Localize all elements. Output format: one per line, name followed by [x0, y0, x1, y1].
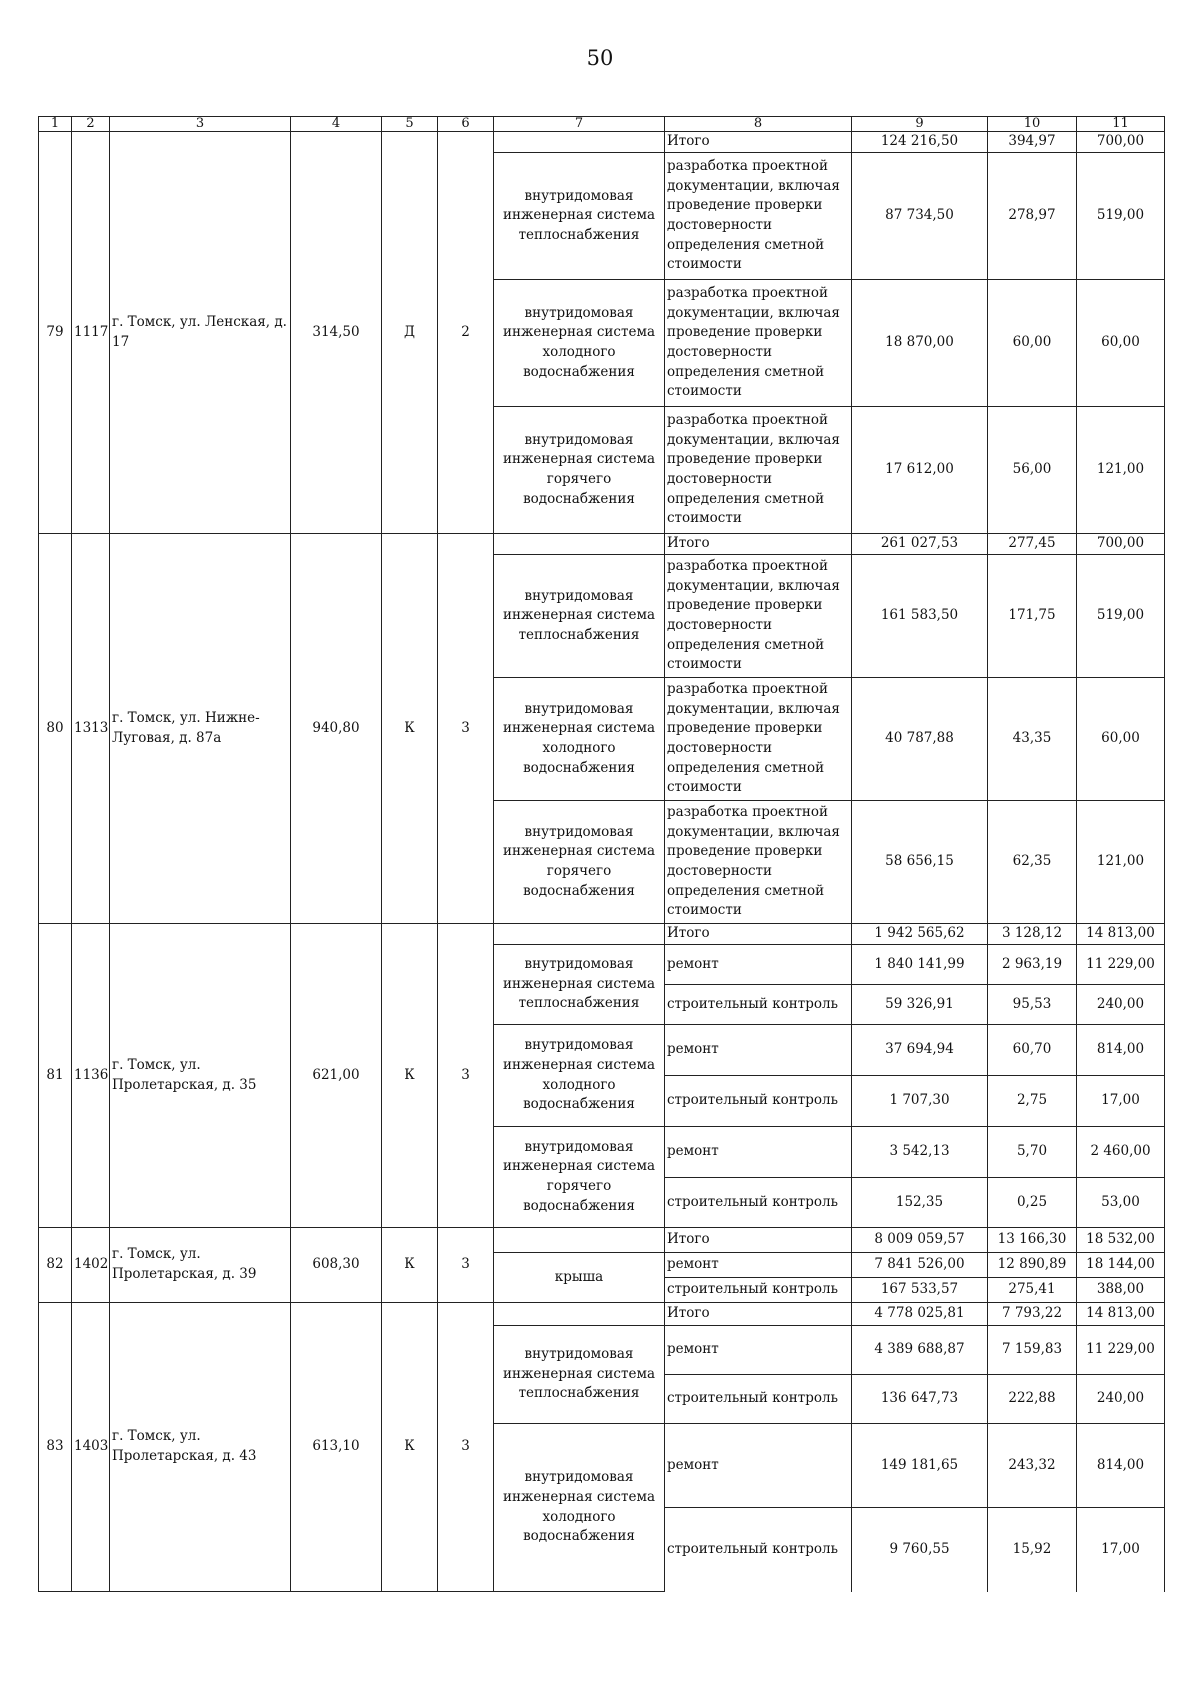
page-number: 50	[586, 46, 614, 70]
work-v9: 87 734,50	[852, 153, 988, 280]
work-v10: 12 890,89	[988, 1253, 1077, 1278]
column-header: 11	[1077, 117, 1165, 132]
work-v9: 161 583,50	[852, 555, 988, 678]
work-v11: 17,00	[1077, 1076, 1165, 1127]
column-header: 8	[665, 117, 852, 132]
total-v9: 261 027,53	[852, 534, 988, 555]
work-name: разработка проектной документации, включая проведение проверки достоверности определения сметной стоимости	[665, 153, 852, 280]
row-number: 81	[39, 924, 72, 1228]
work-v9: 40 787,88	[852, 678, 988, 801]
column-header: 10	[988, 117, 1077, 132]
work-v9: 59 326,91	[852, 985, 988, 1025]
work-name: разработка проектной документации, включая проведение проверки достоверности определения сметной стоимости	[665, 407, 852, 534]
system-name: крыша	[494, 1253, 665, 1303]
house-code: 1403	[72, 1303, 110, 1592]
total-v9: 124 216,50	[852, 132, 988, 153]
column-header: 5	[382, 117, 438, 132]
total-v9: 4 778 025,81	[852, 1303, 988, 1326]
total-v10: 277,45	[988, 534, 1077, 555]
total-system-cell	[494, 1228, 665, 1253]
table-row	[39, 534, 1165, 555]
table-row	[39, 1303, 1165, 1326]
system-name: внутридомовая инженерная система холодного водоснабжения	[494, 1025, 665, 1127]
work-v11: 11 229,00	[1077, 1326, 1165, 1375]
work-name: ремонт	[665, 945, 852, 985]
row-number: 79	[39, 132, 72, 534]
work-v10: 43,35	[988, 678, 1077, 801]
system-name: внутридомовая инженерная система холодного водоснабжения	[494, 280, 665, 407]
work-name: строительный контроль	[665, 1076, 852, 1127]
work-v10: 60,70	[988, 1025, 1077, 1076]
table-row	[39, 924, 1165, 945]
house-code: 1136	[72, 924, 110, 1228]
column-number-header-row	[39, 117, 1165, 132]
work-v9: 17 612,00	[852, 407, 988, 534]
row-number: 83	[39, 1303, 72, 1592]
house-type: Д	[382, 132, 438, 534]
work-v10: 60,00	[988, 280, 1077, 407]
total-system-cell	[494, 1303, 665, 1326]
work-v11: 17,00	[1077, 1508, 1165, 1592]
work-v11: 18 144,00	[1077, 1253, 1165, 1278]
house-area: 613,10	[291, 1303, 382, 1592]
work-v11: 53,00	[1077, 1178, 1165, 1228]
work-v11: 240,00	[1077, 1375, 1165, 1424]
work-v10: 2 963,19	[988, 945, 1077, 985]
system-name: внутридомовая инженерная система горячего водоснабжения	[494, 801, 665, 924]
house-address: г. Томск, ул. Пролетарская, д. 39	[110, 1228, 291, 1303]
column-header: 3	[110, 117, 291, 132]
work-name: строительный контроль	[665, 1178, 852, 1228]
work-v11: 519,00	[1077, 153, 1165, 280]
table-row	[39, 1228, 1165, 1253]
total-v9: 1 942 565,62	[852, 924, 988, 945]
row-number: 82	[39, 1228, 72, 1303]
work-v9: 58 656,15	[852, 801, 988, 924]
work-v9: 167 533,57	[852, 1278, 988, 1303]
house-code: 1313	[72, 534, 110, 924]
work-v9: 9 760,55	[852, 1508, 988, 1592]
total-v10: 3 128,12	[988, 924, 1077, 945]
column-header: 9	[852, 117, 988, 132]
work-name: ремонт	[665, 1424, 852, 1508]
system-name: внутридомовая инженерная система теплоснабжения	[494, 945, 665, 1025]
total-system-cell	[494, 924, 665, 945]
total-v10: 7 793,22	[988, 1303, 1077, 1326]
house-type: К	[382, 534, 438, 924]
work-name: строительный контроль	[665, 985, 852, 1025]
work-name: разработка проектной документации, включая проведение проверки достоверности определения сметной стоимости	[665, 280, 852, 407]
work-v9: 136 647,73	[852, 1375, 988, 1424]
system-name: внутридомовая инженерная система горячего водоснабжения	[494, 1127, 665, 1228]
total-v11: 700,00	[1077, 132, 1165, 153]
work-v11: 11 229,00	[1077, 945, 1165, 985]
work-v11: 814,00	[1077, 1025, 1165, 1076]
work-v10: 7 159,83	[988, 1326, 1077, 1375]
house-type: К	[382, 1228, 438, 1303]
work-name: ремонт	[665, 1253, 852, 1278]
house-address: г. Томск, ул. Ленская, д. 17	[110, 132, 291, 534]
table-row	[39, 132, 1165, 153]
work-v10: 95,53	[988, 985, 1077, 1025]
work-v9: 7 841 526,00	[852, 1253, 988, 1278]
total-v11: 14 813,00	[1077, 924, 1165, 945]
system-name: внутридомовая инженерная система холодного водоснабжения	[494, 1424, 665, 1592]
work-v10: 15,92	[988, 1508, 1077, 1592]
total-label: Итого	[665, 924, 852, 945]
house-type: К	[382, 924, 438, 1228]
column-header: 2	[72, 117, 110, 132]
total-label: Итого	[665, 1303, 852, 1326]
work-v10: 275,41	[988, 1278, 1077, 1303]
house-col6: 3	[438, 1228, 494, 1303]
work-v11: 2 460,00	[1077, 1127, 1165, 1178]
house-address: г. Томск, ул. Нижне-Луговая, д. 87а	[110, 534, 291, 924]
work-v10: 171,75	[988, 555, 1077, 678]
work-v9: 1 840 141,99	[852, 945, 988, 985]
work-v11: 814,00	[1077, 1424, 1165, 1508]
total-v10: 394,97	[988, 132, 1077, 153]
work-v10: 56,00	[988, 407, 1077, 534]
house-area: 608,30	[291, 1228, 382, 1303]
work-name: ремонт	[665, 1326, 852, 1375]
work-v10: 243,32	[988, 1424, 1077, 1508]
house-area: 940,80	[291, 534, 382, 924]
system-name: внутридомовая инженерная система холодного водоснабжения	[494, 678, 665, 801]
house-area: 314,50	[291, 132, 382, 534]
work-name: ремонт	[665, 1127, 852, 1178]
column-header: 6	[438, 117, 494, 132]
total-label: Итого	[665, 132, 852, 153]
total-label: Итого	[665, 534, 852, 555]
work-v9: 149 181,65	[852, 1424, 988, 1508]
house-address: г. Томск, ул. Пролетарская, д. 35	[110, 924, 291, 1228]
house-code: 1402	[72, 1228, 110, 1303]
work-v10: 62,35	[988, 801, 1077, 924]
work-v9: 4 389 688,87	[852, 1326, 988, 1375]
work-name: разработка проектной документации, включая проведение проверки достоверности определения сметной стоимости	[665, 801, 852, 924]
system-name: внутридомовая инженерная система горячего водоснабжения	[494, 407, 665, 534]
work-v11: 240,00	[1077, 985, 1165, 1025]
house-type: К	[382, 1303, 438, 1592]
total-v11: 14 813,00	[1077, 1303, 1165, 1326]
work-v11: 121,00	[1077, 801, 1165, 924]
column-header: 7	[494, 117, 665, 132]
work-v11: 60,00	[1077, 280, 1165, 407]
total-v9: 8 009 059,57	[852, 1228, 988, 1253]
work-name: разработка проектной документации, включая проведение проверки достоверности определения сметной стоимости	[665, 555, 852, 678]
total-v11: 18 532,00	[1077, 1228, 1165, 1253]
house-area: 621,00	[291, 924, 382, 1228]
total-system-cell	[494, 132, 665, 153]
work-v10: 222,88	[988, 1375, 1077, 1424]
column-header: 1	[39, 117, 72, 132]
work-name: строительный контроль	[665, 1278, 852, 1303]
work-v10: 5,70	[988, 1127, 1077, 1178]
house-col6: 3	[438, 534, 494, 924]
system-name: внутридомовая инженерная система теплоснабжения	[494, 555, 665, 678]
column-header: 4	[291, 117, 382, 132]
system-name: внутридомовая инженерная система теплоснабжения	[494, 1326, 665, 1424]
work-v9: 3 542,13	[852, 1127, 988, 1178]
total-v11: 700,00	[1077, 534, 1165, 555]
house-col6: 3	[438, 1303, 494, 1592]
house-col6: 2	[438, 132, 494, 534]
house-col6: 3	[438, 924, 494, 1228]
work-v11: 388,00	[1077, 1278, 1165, 1303]
work-name: разработка проектной документации, включая проведение проверки достоверности определения сметной стоимости	[665, 678, 852, 801]
work-v10: 2,75	[988, 1076, 1077, 1127]
work-v11: 60,00	[1077, 678, 1165, 801]
work-v9: 37 694,94	[852, 1025, 988, 1076]
total-v10: 13 166,30	[988, 1228, 1077, 1253]
work-name: строительный контроль	[665, 1375, 852, 1424]
work-name: строительный контроль	[665, 1508, 852, 1592]
work-name: ремонт	[665, 1025, 852, 1076]
work-v10: 0,25	[988, 1178, 1077, 1228]
work-v11: 519,00	[1077, 555, 1165, 678]
work-v9: 152,35	[852, 1178, 988, 1228]
work-v11: 121,00	[1077, 407, 1165, 534]
total-label: Итого	[665, 1228, 852, 1253]
house-code: 1117	[72, 132, 110, 534]
system-name: внутридомовая инженерная система теплоснабжения	[494, 153, 665, 280]
row-number: 80	[39, 534, 72, 924]
repair-schedule-table	[38, 116, 1165, 1592]
total-system-cell	[494, 534, 665, 555]
house-address: г. Томск, ул. Пролетарская, д. 43	[110, 1303, 291, 1592]
work-v9: 18 870,00	[852, 280, 988, 407]
work-v10: 278,97	[988, 153, 1077, 280]
work-v9: 1 707,30	[852, 1076, 988, 1127]
